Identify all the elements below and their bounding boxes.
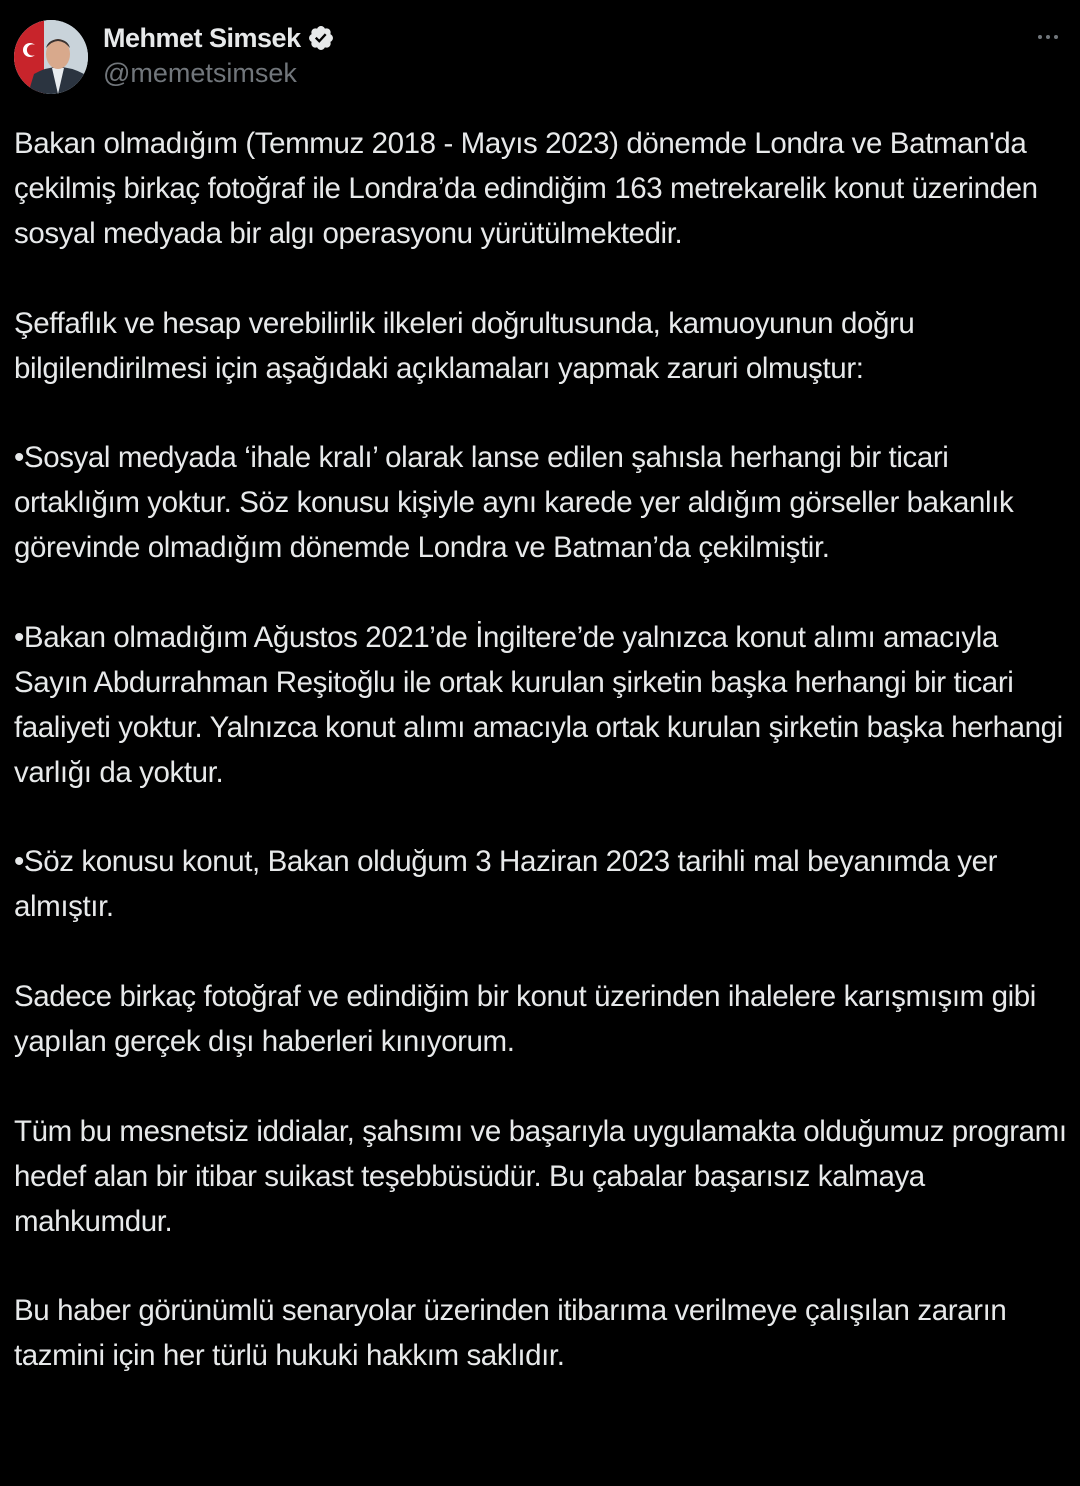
more-dot: [1038, 35, 1042, 39]
tweet-header: [0, 0, 1080, 110]
tweet-paragraph: •Sosyal medyada ‘ihale kralı’ olarak lanse edilen şahısla herhangi bir ticari ortaklığım yoktur. Söz konusu kişiyle aynı karede yer aldığım görseller bakanlık görevinde olmadığım dönemde Londra ve Batman’da çekilmiştir.: [14, 441, 1014, 565]
more-dot: [1054, 35, 1058, 39]
tweet-paragraph: Sadece birkaç fotoğraf ve edindiğim bir konut üzerinden ihalelere karışmışım gibi yapılan gerçek dışı haberleri kınıyorum.: [14, 980, 1036, 1059]
more-dot: [1046, 35, 1050, 39]
name-row: [103, 20, 335, 56]
display-name[interactable]: Mehmet Simsek: [103, 22, 301, 53]
verified-badge-icon[interactable]: [307, 24, 335, 52]
tweet-paragraph: Bakan olmadığım (Temmuz 2018 - Mayıs 2023) dönemde Londra ve Batman'da çekilmiş birkaç fotoğraf ile Londra’da edindiğim 163 metrekarelik konut üzerinden sosyal medyada bir algı operasyonu yürütülmektedir.: [14, 127, 1038, 250]
tweet-paragraph: •Söz konusu konut, Bakan olduğum 3 Haziran 2023 tarihli mal beyanımda yer almıştır.: [14, 845, 998, 924]
tweet-paragraph: Şeffaflık ve hesap verebilirlik ilkeleri doğrultusunda, kamuoyunun doğru bilgilendirilmesi için aşağıdaki açıklamaları yapmak zaruri olmuştur:: [14, 306, 915, 385]
author-names: [103, 20, 335, 89]
tweet-paragraph: Tüm bu mesnetsiz iddialar, şahsımı ve başarıyla uygulamakta olduğumuz programı hedef alan bir itibar suikast teşebbüsüdür. Bu çabalar başarısız kalmaya mahkumdur.: [14, 1114, 1067, 1238]
more-horizontal-icon[interactable]: [1030, 22, 1066, 52]
handle[interactable]: @memetsimsek: [103, 58, 297, 88]
tweet-paragraph: Bu haber görünümlü senaryolar üzerinden itibarıma verilmeye çalışılan zararın tazmini için her türlü hukuki hakkım saklıdır.: [14, 1294, 1007, 1373]
tweet-paragraph: •Bakan olmadığım Ağustos 2021’de İngiltere’de yalnızca konut alımı amacıyla Sayın Abdurrahman Reşitoğlu ile ortak kurulan şirketin başka herhangi bir ticari faaliyeti yoktur. Yalnızca konut alımı amacıyla ortak kurulan şirketin başka herhangi varlığı da yoktur.: [14, 620, 1063, 789]
profile-photo-icon: [14, 20, 88, 94]
tweet-text: [14, 122, 1070, 1379]
avatar[interactable]: [14, 20, 88, 94]
